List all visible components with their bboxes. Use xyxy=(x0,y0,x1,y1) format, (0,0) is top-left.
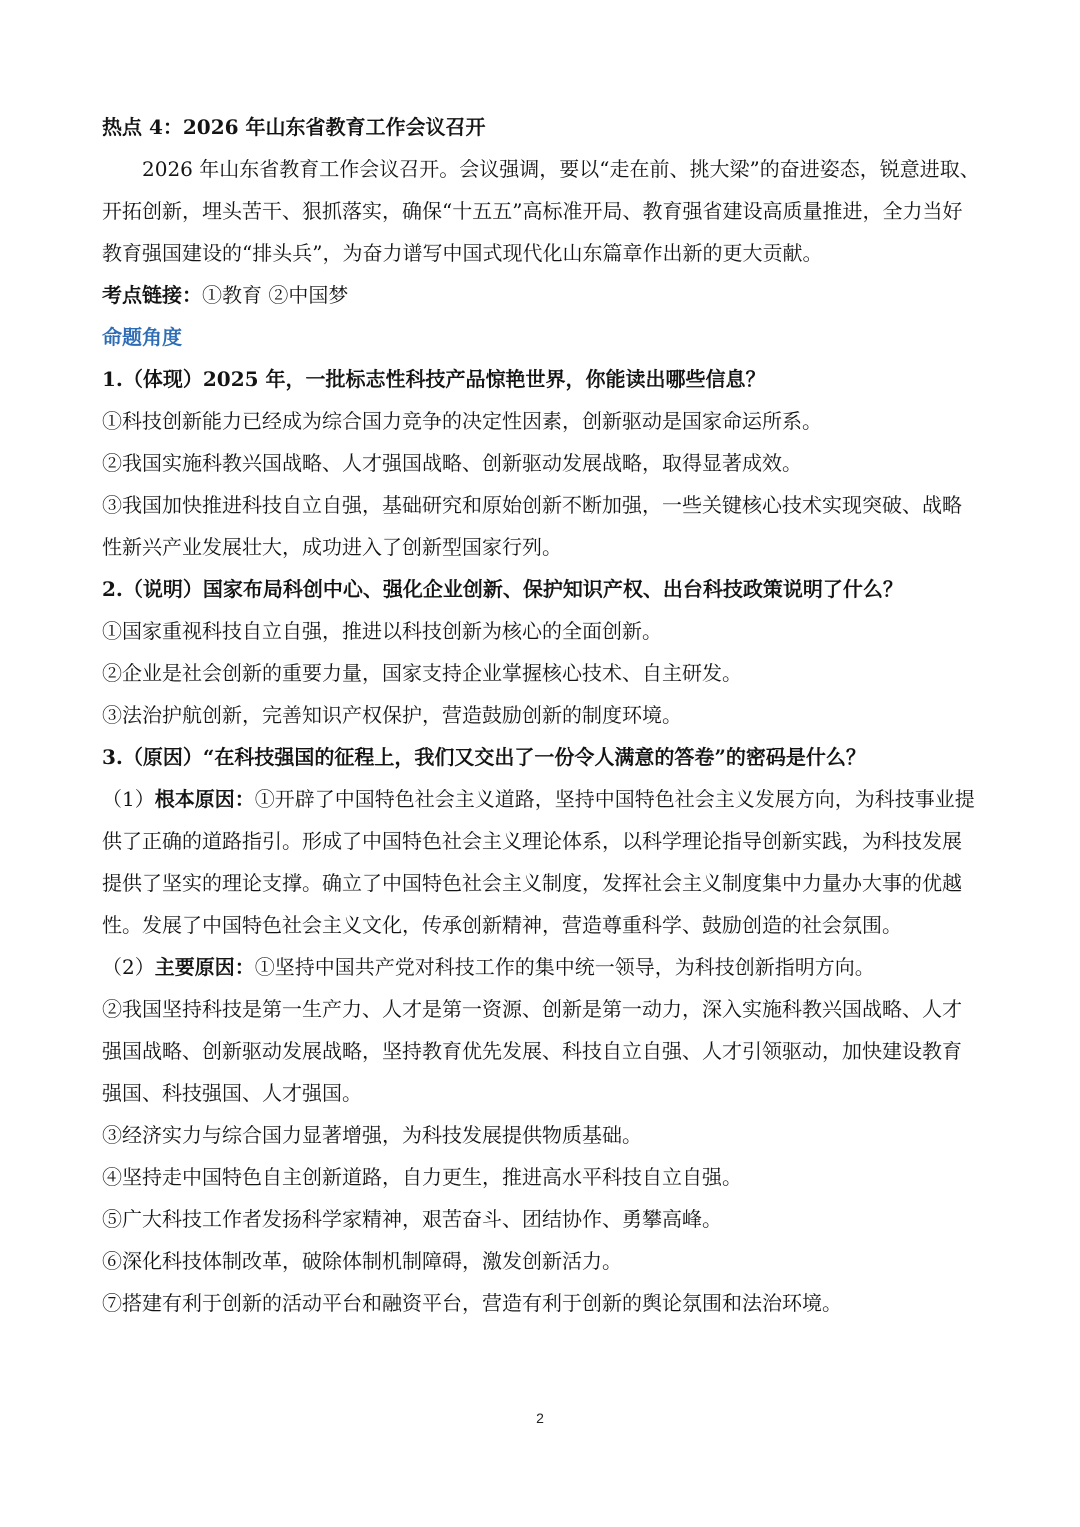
question-2-answer-3: ③法治护航创新，完善知识产权保护，营造鼓励创新的制度环境。 xyxy=(102,703,682,727)
intro-paragraph: 2026 年山东省教育工作会议召开。会议强调，要以“走在前、挑大梁”的奋进姿态，锐意进取、开拓创新，埋头苦干、狠抓落实，确保“十五五”高标准开局、教育强省建设高质量推进，全力当好教育强国建设的“排头兵”，为奋力谱写中国式现代化山东篇章作出新的更大贡献。 xyxy=(102,157,980,265)
question-3-answer-6: ⑥深化科技体制改革，破除体制机制障碍，激发创新活力。 xyxy=(102,1249,622,1273)
question-2-answer-1: ①国家重视科技自立自强，推进以科技创新为核心的全面创新。 xyxy=(102,619,662,643)
main-cause-prefix: （2） xyxy=(102,955,155,979)
page-number: 2 xyxy=(536,1410,544,1426)
question-3-answer-3: ③经济实力与综合国力显著增强，为科技发展提供物质基础。 xyxy=(102,1123,642,1147)
question-1-title: 1.（体现）2025 年，一批标志性科技产品惊艳世界，你能读出哪些信息？ xyxy=(102,367,766,391)
question-2-title: 2.（说明）国家布局科创中心、强化企业创新、保护知识产权、出台科技政策说明了什么？ xyxy=(102,577,903,601)
question-2-answer-2: ②企业是社会创新的重要力量，国家支持企业掌握核心技术、自主研发。 xyxy=(102,661,742,685)
question-3-root-cause xyxy=(102,778,980,946)
main-cause-text: ①坚持中国共产党对科技工作的集中统一领导，为科技创新指明方向。 xyxy=(254,955,875,979)
hotspot-heading: 热点 4：2026 年山东省教育工作会议召开 xyxy=(102,115,486,139)
root-cause-prefix: （1） xyxy=(102,787,155,811)
question-3-answer-2: ②我国坚持科技是第一生产力、人才是第一资源、创新是第一动力，深入实施科教兴国战略、人才强国战略、创新驱动发展战略，坚持教育优先发展、科技自立自强、人才引领驱动，加快建设教育强国、科技强国、人才强国。 xyxy=(102,997,962,1105)
root-cause-label: 根本原因： xyxy=(154,787,255,811)
question-1-answer-1: ①科技创新能力已经成为综合国力竞争的决定性因素，创新驱动是国家命运所系。 xyxy=(102,409,822,433)
question-1-answer-2: ②我国实施科教兴国战略、人才强国战略、创新驱动发展战略，取得显著成效。 xyxy=(102,451,802,475)
question-3-title: 3.（原因）“在科技强国的征程上，我们又交出了一份令人满意的答卷”的密码是什么？ xyxy=(102,745,866,769)
root-cause-text: ①开辟了中国特色社会主义道路，坚持中国特色社会主义发展方向，为科技事业提供了正确的道路指引。形成了中国特色社会主义理论体系，以科学理论指导创新实践，为科技发展提供了坚实的理论支撑。确立了中国特色社会主义制度，发挥社会主义制度集中力量办大事的优越性。发展了中国特色社会主义文化，传承创新精神，营造尊重科学、鼓励创造的社会氛围。 xyxy=(102,787,975,937)
question-3-answer-5: ⑤广大科技工作者发扬科学家精神，艰苦奋斗、团结协作、勇攀高峰。 xyxy=(102,1207,722,1231)
question-3-main-cause xyxy=(102,946,980,988)
question-1-answer-3: ③我国加快推进科技自立自强，基础研究和原始创新不断加强，一些关键核心技术实现突破、战略性新兴产业发展壮大，成功进入了创新型国家行列。 xyxy=(102,493,962,559)
question-3-answer-7: ⑦搭建有利于创新的活动平台和融资平台，营造有利于创新的舆论氛围和法治环境。 xyxy=(102,1291,842,1315)
angle-title: 命题角度 xyxy=(102,325,182,349)
exam-links xyxy=(102,274,980,316)
main-cause-label: 主要原因： xyxy=(154,955,255,979)
question-3-answer-4: ④坚持走中国特色自主创新道路，自力更生，推进高水平科技自立自强。 xyxy=(102,1165,742,1189)
exam-links-label: 考点链接： xyxy=(102,283,202,307)
exam-links-text: ①教育 ②中国梦 xyxy=(202,283,349,307)
